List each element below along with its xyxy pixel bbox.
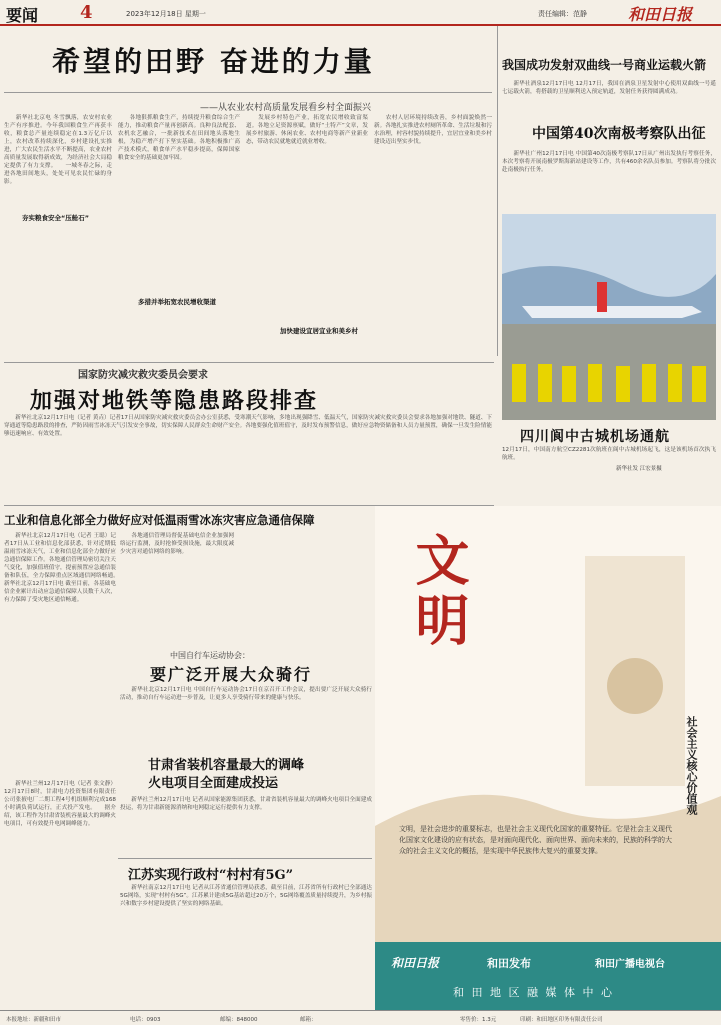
ad-big-text: 文明 bbox=[407, 532, 471, 652]
airport-photo bbox=[502, 214, 716, 420]
rocket-text: 新华社酒泉12月17日电 12月17日，我国在酒泉卫星发射中心使用双曲线一号遥七运载火箭，将搭载的卫星顺利送入预定轨道，发射任务获得圆满成功。 bbox=[502, 81, 716, 95]
footer-email: 邮箱： bbox=[300, 1017, 317, 1023]
footer-address: 本报地址：新疆和田市 bbox=[6, 1017, 62, 1023]
airport-text: 12月17日，中国南方航空CZ2281次航班在阆中古城机场起飞，这是该机场首次执飞航班。 bbox=[502, 447, 716, 461]
ad-logo-2: 和田发布 bbox=[487, 957, 531, 970]
footer-zip: 邮编：848000 bbox=[220, 1017, 258, 1023]
antarctic-title[interactable]: 中国第40次南极考察队出征 bbox=[532, 126, 706, 142]
divider bbox=[118, 858, 372, 859]
ad-logo-bar bbox=[375, 942, 721, 1010]
divider bbox=[4, 92, 492, 93]
lead-column-3: 发展乡村特色产业，拓宽农民增收致富渠道。各地立足资源禀赋，做好“土特产”文章，发展乡村旅游、休闲农业、农村电商等新产业新业态，带动农民就地就近就业增收。 bbox=[246, 115, 368, 145]
lead-column-1: 新华社北京电 冬雪飘落，农安村农业生产有序推进。今年我国粮食生产再获丰收，粮食总产量连续稳定在1.3万亿斤以上，农村改革持续深化，乡村建设扎实推进，广大农民生活水平不断提高，农业农村高质量发展取得新成效，为经济社会大局稳定提供了有力支撑。 一城冬春之际，走进各地田间地头，处处可见农民忙碌的身影。 bbox=[4, 115, 112, 185]
gansu-title-2[interactable]: 火电项目全面建成投运 bbox=[148, 776, 279, 791]
jiangsu-text: 新华社南京12月17日电 记者从江苏省通信管理局获悉，截至目前，江苏省所有行政村已全部通达5G网络，实现“村村有5G”。江苏累计建成5G基站超过20万个，5G网络覆盖质量持续提升，为乡村振兴和数字乡村建设提供了坚实的网络基础。 bbox=[120, 885, 372, 907]
ad-body: 文明，是社会进步的重要标志，也是社会主义现代化国家的重要特征。它是社会主义现代化国家文化建设的应有状态，是对面向现代化、面向世界、面向未来的，民族的科学的大众的社会主义文化的概括，是实现中华民族伟大复兴的重要支撑。 bbox=[399, 825, 672, 855]
flood-kicker: 国家防灾减灾救灾委员会要求 bbox=[78, 370, 208, 381]
civility-ad[interactable] bbox=[375, 506, 721, 1010]
left-bottom-text: 新华社兰州12月17日电（记者 张文静）12月17日8时，甘肃电力投资集团有限责任公司张掖电厂二期工程4号机组顺利完成168小时满负荷试运行，正式投产发电。 据介绍，该工程作为甘肃省装机容量最大的调峰火电项目，可有效提升电网调峰能力。 bbox=[4, 781, 116, 827]
ad-side-text: 社会主义核心价值观 bbox=[685, 716, 698, 815]
issue-date: 2023年12月18日 星期一 bbox=[126, 10, 206, 18]
lead-subhead-3: 加快建设宜居宜业和美乡村 bbox=[280, 327, 358, 335]
page-header bbox=[0, 0, 721, 26]
divider bbox=[497, 26, 498, 356]
ad-logo-1: 和田日报 bbox=[391, 956, 440, 970]
rocket-title[interactable]: 我国成功发射双曲线一号商业运载火箭 bbox=[502, 58, 707, 72]
cycling-title[interactable]: 要广泛开展大众骑行 bbox=[150, 665, 313, 684]
footer-phone: 电话：0903 bbox=[130, 1017, 161, 1023]
gansu-title[interactable]: 甘肃省装机容量最大的调峰 bbox=[148, 758, 305, 773]
antarctic-text: 新华社广州12月17日电 中国第40次南极考察队17日从广州出发执行考察任务，本次考察将开展南极罗斯海新站建设等工作，共有460余名队员参加。考察队将分批次赴南极执行任务。 bbox=[502, 151, 716, 173]
page-number: 4 bbox=[80, 2, 93, 23]
miit-title[interactable]: 工业和信息化部全力做好应对低温雨雪冰冻灾害应急通信保障 bbox=[4, 513, 315, 527]
editor-credit: 责任编辑：范静 bbox=[538, 10, 587, 18]
lead-subhead-2: 多措并举拓宽农民增收渠道 bbox=[138, 298, 216, 306]
lead-column-2: 各地狠抓粮食生产，持续提升粮食综合生产能力，推动粮食产量再创新高。良种良法配套、农机农艺融合，一批新技术在田间地头落地生根，为稳产增产打下坚实基础。各地积极推广高产技术模式，粮食单产水平稳步提高，保障国家粮食安全的基础更加牢固。 bbox=[118, 115, 240, 161]
lead-subtitle: ——从农业农村高质量发展看乡村全面振兴 bbox=[200, 103, 372, 113]
footer-printer: 印刷：和田地区印务有限责任公司 bbox=[520, 1017, 603, 1023]
lead-title[interactable]: 希望的田野 奋进的力量 bbox=[52, 45, 375, 78]
masthead-logo: 和田日报 bbox=[628, 5, 693, 24]
divider bbox=[4, 362, 494, 363]
cycling-text: 新华社北京12月17日电 中国自行车运动协会17日在京召开工作会议，提出要广泛开展大众骑行活动，推动自行车运动进一步普及，让更多人享受骑行带来的健康与快乐。 bbox=[120, 687, 372, 701]
airport-caption[interactable]: 四川阆中古城机场通航 bbox=[520, 429, 670, 445]
lead-column-4: 农村人居环境持续改善，乡村面貌焕然一新。各地扎实推进农村厕所革命、生活垃圾和污水治理，村容村貌持续提升，宜居宜业和美乡村建设迈出坚实步伐。 bbox=[374, 115, 492, 145]
cycling-kicker: 中国自行车运动协会： bbox=[170, 651, 250, 660]
footer-price: 零售价：1.3元 bbox=[460, 1017, 497, 1023]
ad-logo-3: 和田广播电视台 bbox=[595, 959, 665, 970]
section-name: 要闻 bbox=[6, 6, 39, 25]
miit-text-2: 各地通信管理局督促基础电信企业加强网络运行监测，及时抢修受损设施，最大限度减少灾害对通信网络的影响。 bbox=[120, 533, 234, 555]
jiangsu-title[interactable]: 江苏实现行政村“村村有5G” bbox=[128, 868, 294, 883]
page-footer bbox=[0, 1010, 721, 1025]
flood-text: 新华社北京12月17日电（记者 黄垚）记者17日从国家防灾减灾救灾委员会办公室获悉，受寒潮天气影响，多地出现强降雪、低温天气，国家防灾减灾救灾委员会要求各地加强对地铁、隧道、下穿通道等隐患路段的排查，严防因雨雪冰冻天气引发安全事故，切实保障人民群众生命财产安全。各地要强化值班值守，及时发布预警信息，做好应急物资储备和人员力量预置，确保一旦发生险情能够迅速响应、有效处置。 bbox=[4, 415, 492, 437]
airport-credit: 新华社发 江宏景摄 bbox=[616, 466, 662, 472]
miit-text: 新华社北京12月17日电（记者 王聪）记者17日从工业和信息化部获悉，针对近期低温雨雪冰冻天气，工业和信息化部全力做好应急通信保障工作。各地通信管理局密切关注天气变化，加强值班值守，提前预置应急通信装备和队伍，全力保障重点区域通信网络畅通。 新华社北京12月17日电 截至目前，各基础电信企业累计出动应急通信保障人员数千人次，有力保障了受灾地区通信畅通。 bbox=[4, 533, 128, 603]
gansu-text: 新华社兰州12月17日电 记者从国家能源集团获悉，甘肃省装机容量最大的调峰火电项目全面建成投运，将为甘肃新能源消纳和电网稳定运行提供有力支撑。 bbox=[120, 797, 372, 811]
lead-subhead-1: 夯实粮食安全“压舱石” bbox=[22, 214, 90, 222]
flood-title[interactable]: 加强对地铁等隐患路段排查 bbox=[30, 388, 319, 414]
ad-footer-line: 和 田 地 区 融 媒 体 中 心 bbox=[453, 986, 614, 999]
